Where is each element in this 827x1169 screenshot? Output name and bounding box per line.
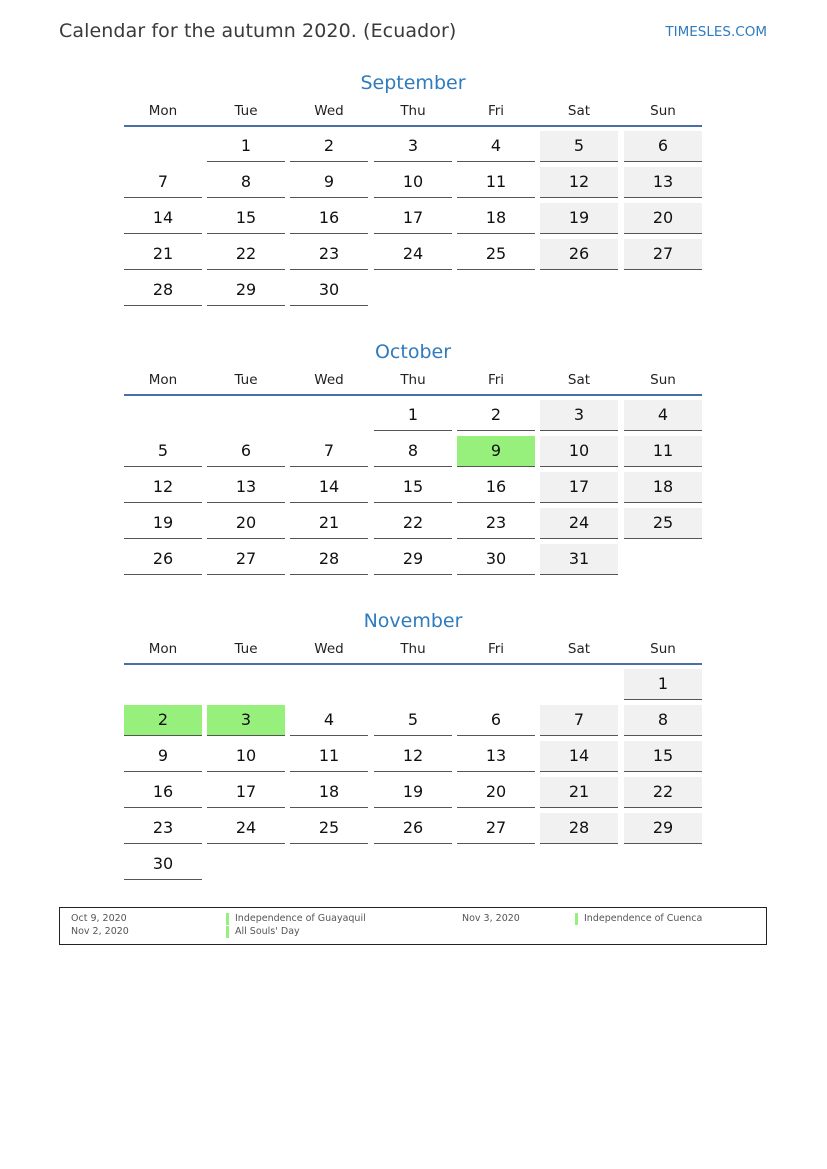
day-cell: 12 bbox=[124, 472, 202, 503]
week-row bbox=[124, 669, 702, 705]
header-divider bbox=[124, 663, 702, 665]
week-row bbox=[124, 813, 702, 849]
day-cell: 28 bbox=[124, 275, 202, 306]
day-cell: 17 bbox=[540, 472, 618, 503]
day-cell: 29 bbox=[374, 544, 452, 575]
week-row bbox=[124, 472, 702, 508]
day-cell: 9 bbox=[124, 741, 202, 772]
day-cell: 10 bbox=[540, 436, 618, 467]
weekday-label: Wed bbox=[314, 372, 344, 388]
day-cell: 24 bbox=[540, 508, 618, 539]
day-cell: 1 bbox=[207, 131, 285, 162]
day-cell: 1 bbox=[624, 669, 702, 700]
day-cell: 4 bbox=[290, 705, 368, 736]
month-september bbox=[124, 68, 702, 311]
day-cell: 7 bbox=[540, 705, 618, 736]
day-cell: 10 bbox=[207, 741, 285, 772]
day-cell: 8 bbox=[207, 167, 285, 198]
weeks-grid bbox=[124, 669, 702, 885]
day-cell: 26 bbox=[540, 239, 618, 270]
weekday-label: Thu bbox=[400, 641, 426, 657]
day-cell: 22 bbox=[207, 239, 285, 270]
weekday-label: Mon bbox=[148, 641, 178, 657]
day-cell: 16 bbox=[290, 203, 368, 234]
day-cell: 11 bbox=[624, 436, 702, 467]
day-cell: 6 bbox=[457, 705, 535, 736]
day-cell: 15 bbox=[207, 203, 285, 234]
day-cell: 9 bbox=[290, 167, 368, 198]
week-row bbox=[124, 239, 702, 275]
day-cell: 10 bbox=[374, 167, 452, 198]
header-divider bbox=[124, 125, 702, 127]
week-row bbox=[124, 849, 702, 885]
weekday-label: Mon bbox=[148, 372, 178, 388]
day-cell: 12 bbox=[540, 167, 618, 198]
month-title: October bbox=[374, 341, 452, 363]
day-cell-holiday: 9 bbox=[457, 436, 535, 467]
day-cell: 13 bbox=[457, 741, 535, 772]
legend-holiday-name: Independence of Cuenca bbox=[575, 913, 702, 925]
weekday-label: Sun bbox=[650, 103, 676, 119]
legend-holiday-name: Independence of Guayaquil bbox=[226, 913, 366, 925]
day-cell: 25 bbox=[624, 508, 702, 539]
month-title: September bbox=[360, 72, 466, 94]
legend-date: Oct 9, 2020 bbox=[71, 913, 127, 924]
week-row bbox=[124, 400, 702, 436]
day-cell: 23 bbox=[290, 239, 368, 270]
day-cell: 30 bbox=[124, 849, 202, 880]
day-cell: 3 bbox=[540, 400, 618, 431]
day-cell: 29 bbox=[207, 275, 285, 306]
day-cell: 22 bbox=[374, 508, 452, 539]
day-cell: 30 bbox=[457, 544, 535, 575]
week-row bbox=[124, 436, 702, 472]
day-cell: 24 bbox=[207, 813, 285, 844]
day-cell: 11 bbox=[290, 741, 368, 772]
day-cell: 5 bbox=[124, 436, 202, 467]
day-cell: 7 bbox=[290, 436, 368, 467]
weekday-label: Fri bbox=[487, 372, 505, 388]
weekday-header bbox=[124, 367, 702, 394]
day-cell: 6 bbox=[207, 436, 285, 467]
day-cell: 2 bbox=[457, 400, 535, 431]
weeks-grid bbox=[124, 131, 702, 311]
weekday-label: Fri bbox=[487, 103, 505, 119]
day-cell: 31 bbox=[540, 544, 618, 575]
day-cell: 21 bbox=[290, 508, 368, 539]
day-cell-holiday: 3 bbox=[207, 705, 285, 736]
day-cell: 2 bbox=[290, 131, 368, 162]
day-cell: 17 bbox=[374, 203, 452, 234]
weekday-header bbox=[124, 98, 702, 125]
week-row bbox=[124, 203, 702, 239]
day-cell: 22 bbox=[624, 777, 702, 808]
day-cell: 12 bbox=[374, 741, 452, 772]
day-cell: 21 bbox=[124, 239, 202, 270]
day-cell: 7 bbox=[124, 167, 202, 198]
legend-date: Nov 3, 2020 bbox=[462, 913, 520, 924]
weekday-label: Wed bbox=[314, 103, 344, 119]
week-row bbox=[124, 131, 702, 167]
day-cell: 18 bbox=[457, 203, 535, 234]
weekday-label: Tue bbox=[234, 103, 258, 119]
day-cell: 25 bbox=[457, 239, 535, 270]
day-cell: 20 bbox=[624, 203, 702, 234]
day-cell: 1 bbox=[374, 400, 452, 431]
weekday-label: Fri bbox=[487, 641, 505, 657]
day-cell: 19 bbox=[374, 777, 452, 808]
day-cell: 23 bbox=[124, 813, 202, 844]
day-cell: 16 bbox=[457, 472, 535, 503]
day-cell: 8 bbox=[374, 436, 452, 467]
brand-link[interactable]: TIMESLES.COM bbox=[665, 24, 767, 40]
day-cell: 4 bbox=[624, 400, 702, 431]
day-cell: 19 bbox=[540, 203, 618, 234]
weekday-label: Tue bbox=[234, 641, 258, 657]
weekday-label: Wed bbox=[314, 641, 344, 657]
day-cell: 8 bbox=[624, 705, 702, 736]
day-cell: 15 bbox=[624, 741, 702, 772]
weekday-label: Sat bbox=[567, 372, 591, 388]
day-cell: 28 bbox=[290, 544, 368, 575]
day-cell: 20 bbox=[207, 508, 285, 539]
day-cell: 6 bbox=[624, 131, 702, 162]
day-cell: 20 bbox=[457, 777, 535, 808]
day-cell: 21 bbox=[540, 777, 618, 808]
day-cell: 16 bbox=[124, 777, 202, 808]
day-cell: 28 bbox=[540, 813, 618, 844]
weekday-label: Thu bbox=[400, 372, 426, 388]
day-cell: 26 bbox=[124, 544, 202, 575]
weekday-label: Sat bbox=[567, 103, 591, 119]
day-cell: 3 bbox=[374, 131, 452, 162]
day-cell: 5 bbox=[374, 705, 452, 736]
weekday-label: Tue bbox=[234, 372, 258, 388]
day-cell-holiday: 2 bbox=[124, 705, 202, 736]
month-october bbox=[124, 337, 702, 580]
day-cell: 27 bbox=[457, 813, 535, 844]
week-row bbox=[124, 544, 702, 580]
day-cell: 18 bbox=[290, 777, 368, 808]
day-cell: 27 bbox=[207, 544, 285, 575]
day-cell: 29 bbox=[624, 813, 702, 844]
weekday-label: Thu bbox=[400, 103, 426, 119]
day-cell: 4 bbox=[457, 131, 535, 162]
day-cell: 15 bbox=[374, 472, 452, 503]
day-cell: 26 bbox=[374, 813, 452, 844]
day-cell: 13 bbox=[207, 472, 285, 503]
day-cell: 14 bbox=[540, 741, 618, 772]
day-cell: 14 bbox=[290, 472, 368, 503]
day-cell: 13 bbox=[624, 167, 702, 198]
day-cell: 14 bbox=[124, 203, 202, 234]
day-cell: 17 bbox=[207, 777, 285, 808]
legend-holiday-name: All Souls' Day bbox=[226, 926, 300, 938]
day-cell: 24 bbox=[374, 239, 452, 270]
holiday-legend bbox=[59, 907, 767, 945]
weekday-label: Sun bbox=[650, 372, 676, 388]
month-title: November bbox=[363, 610, 463, 632]
page-title: Calendar for the autumn 2020. (Ecuador) bbox=[59, 20, 457, 42]
header-divider bbox=[124, 394, 702, 396]
week-row bbox=[124, 741, 702, 777]
day-cell: 18 bbox=[624, 472, 702, 503]
week-row bbox=[124, 508, 702, 544]
day-cell: 30 bbox=[290, 275, 368, 306]
week-row bbox=[124, 275, 702, 311]
day-cell: 23 bbox=[457, 508, 535, 539]
day-cell: 25 bbox=[290, 813, 368, 844]
week-row bbox=[124, 167, 702, 203]
day-cell: 19 bbox=[124, 508, 202, 539]
legend-date: Nov 2, 2020 bbox=[71, 926, 129, 937]
month-november bbox=[124, 606, 702, 885]
weekday-label: Sat bbox=[567, 641, 591, 657]
day-cell: 27 bbox=[624, 239, 702, 270]
weekday-label: Mon bbox=[148, 103, 178, 119]
day-cell: 5 bbox=[540, 131, 618, 162]
weekday-header bbox=[124, 636, 702, 663]
weekday-label: Sun bbox=[650, 641, 676, 657]
weeks-grid bbox=[124, 400, 702, 580]
day-cell: 11 bbox=[457, 167, 535, 198]
week-row bbox=[124, 777, 702, 813]
week-row bbox=[124, 705, 702, 741]
